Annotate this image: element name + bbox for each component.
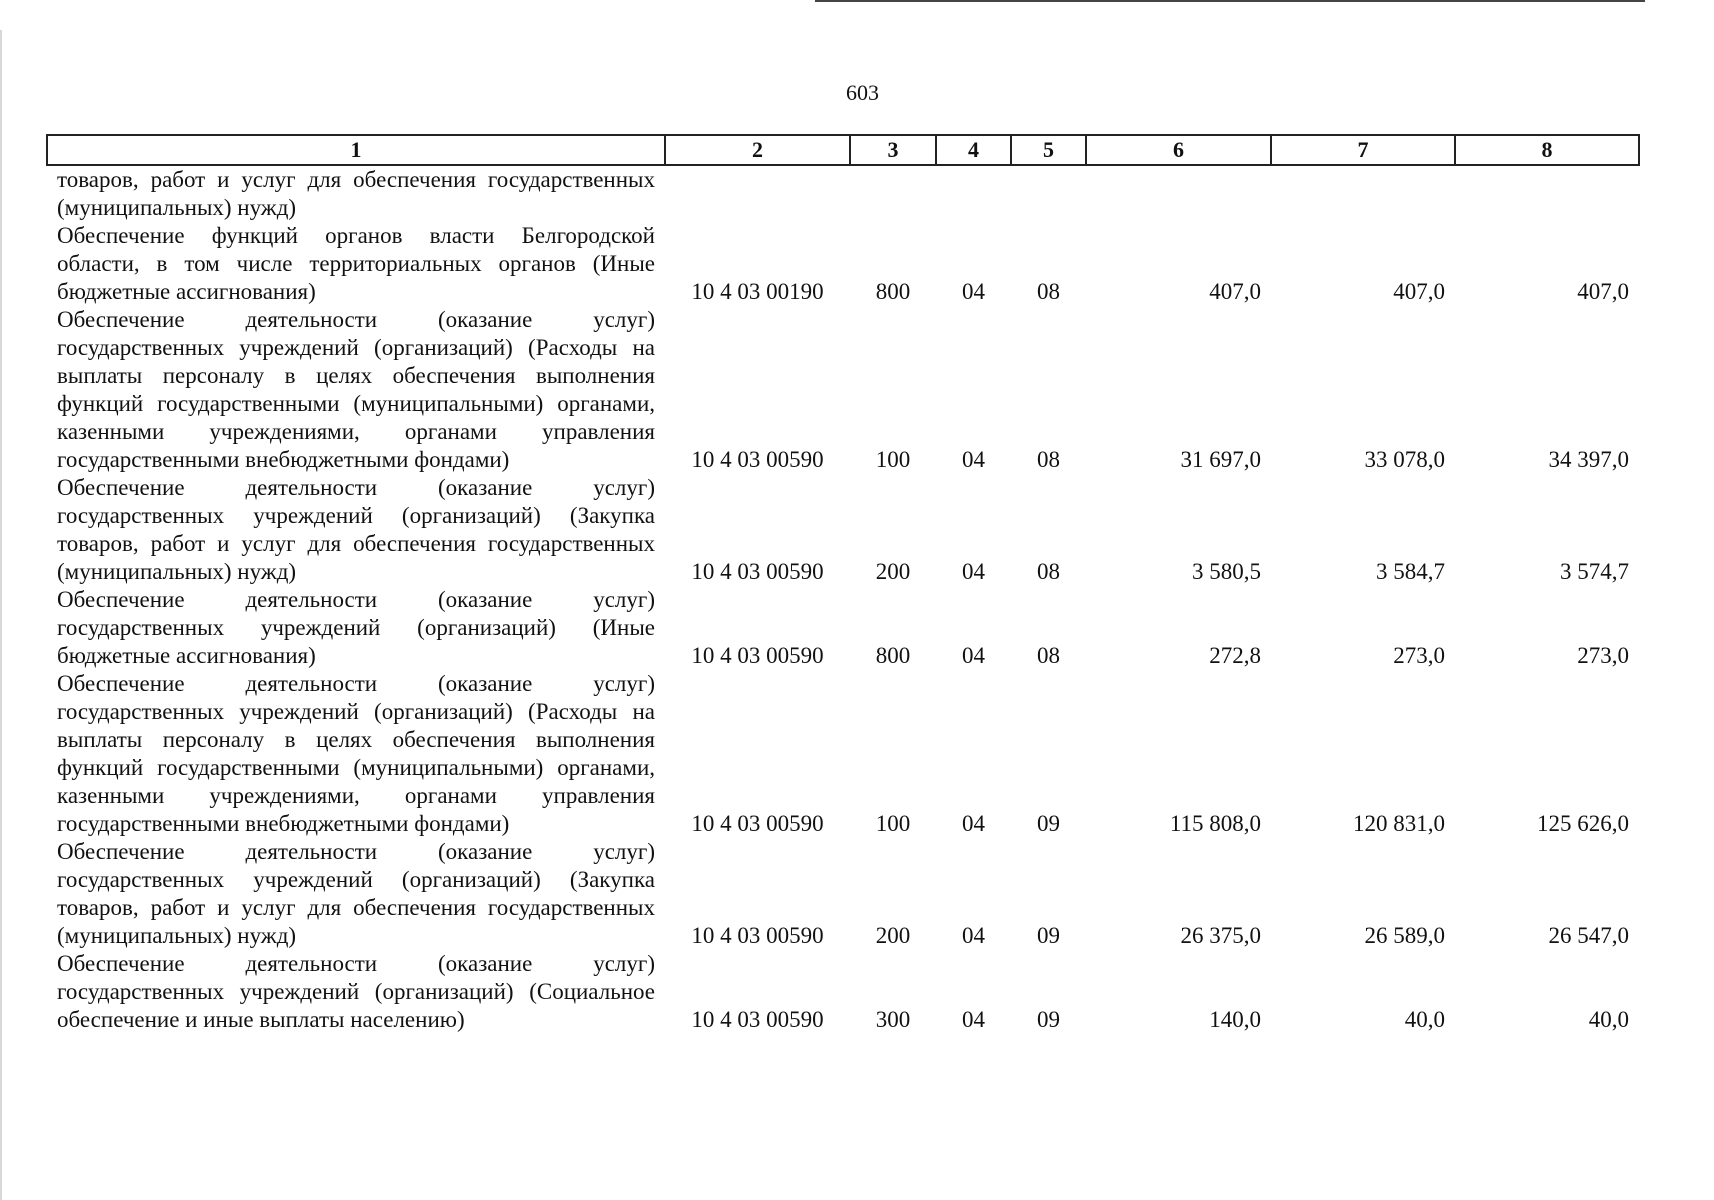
row-subsection: 09 bbox=[1037, 811, 1060, 836]
row-subsection bbox=[1011, 165, 1086, 222]
row-section: 04 bbox=[962, 279, 985, 304]
row-code: 10 4 03 00190 bbox=[691, 279, 824, 304]
table-row bbox=[47, 474, 1639, 586]
scan-left-edge bbox=[0, 30, 2, 1200]
row-expense-type: 800 bbox=[875, 279, 911, 304]
table-row bbox=[47, 838, 1639, 950]
row-description: Обеспечение деятельности (оказание услуг) государственных учреждений (организаций) (Иные бюджетные ассигнования) bbox=[57, 587, 655, 668]
col-header-3: 3 bbox=[850, 135, 936, 165]
row-subsection: 09 bbox=[1037, 1007, 1060, 1032]
row-expense-type: 100 bbox=[875, 811, 911, 836]
row-code: 10 4 03 00590 bbox=[691, 559, 824, 584]
table-row bbox=[47, 165, 1639, 222]
page-number: 603 bbox=[846, 80, 879, 105]
row-value-8 bbox=[1455, 165, 1639, 222]
col-header-2: 2 bbox=[665, 135, 850, 165]
row-description: Обеспечение деятельности (оказание услуг) государственных учреждений (организаций) (Закупка товаров, работ и услуг для обеспечения государственных (муниципальных) нужд) bbox=[57, 839, 655, 948]
row-code: 10 4 03 00590 bbox=[691, 447, 824, 472]
row-value-7: 3 584,7 bbox=[1376, 559, 1445, 584]
row-section: 04 bbox=[962, 447, 985, 472]
row-value-8: 26 547,0 bbox=[1548, 923, 1629, 948]
row-value-7: 120 831,0 bbox=[1353, 811, 1445, 836]
row-description: Обеспечение деятельности (оказание услуг) государственных учреждений (организаций) (Социальное обеспечение и иные выплаты населению) bbox=[57, 951, 655, 1032]
row-section: 04 bbox=[962, 923, 985, 948]
row-expense-type: 300 bbox=[875, 1007, 911, 1032]
row-expense-type: 200 bbox=[875, 923, 911, 948]
row-subsection: 08 bbox=[1037, 643, 1060, 668]
row-value-7: 273,0 bbox=[1393, 643, 1445, 668]
row-subsection: 08 bbox=[1037, 447, 1060, 472]
row-value-8: 34 397,0 bbox=[1548, 447, 1629, 472]
col-header-6: 6 bbox=[1086, 135, 1271, 165]
row-value-7: 40,0 bbox=[1404, 1007, 1445, 1032]
row-expense-type bbox=[850, 165, 936, 222]
table-row bbox=[47, 586, 1639, 670]
row-code: 10 4 03 00590 bbox=[691, 923, 824, 948]
row-value-6: 26 375,0 bbox=[1180, 923, 1261, 948]
table-row bbox=[47, 670, 1639, 838]
row-code: 10 4 03 00590 bbox=[691, 1007, 824, 1032]
col-header-4: 4 bbox=[936, 135, 1011, 165]
row-section: 04 bbox=[962, 559, 985, 584]
row-value-8: 125 626,0 bbox=[1537, 811, 1629, 836]
row-value-6: 407,0 bbox=[1209, 279, 1261, 304]
table-row bbox=[47, 222, 1639, 306]
row-value-6: 140,0 bbox=[1209, 1007, 1261, 1032]
row-section: 04 bbox=[962, 1007, 985, 1032]
scan-top-rule bbox=[815, 0, 1645, 2]
row-subsection: 08 bbox=[1037, 279, 1060, 304]
row-value-7: 407,0 bbox=[1393, 279, 1445, 304]
table-row bbox=[47, 306, 1639, 474]
row-value-6: 3 580,5 bbox=[1192, 559, 1261, 584]
row-value-6: 31 697,0 bbox=[1180, 447, 1261, 472]
row-description: Обеспечение деятельности (оказание услуг) государственных учреждений (организаций) (Расходы на выплаты персоналу в целях обеспечения выполнения функций государственными (муниципальными) органами, казенными учреждениями, органами управления государственными внебюджетными фондами) bbox=[57, 671, 655, 836]
row-code: 10 4 03 00590 bbox=[691, 643, 824, 668]
row-value-8: 40,0 bbox=[1588, 1007, 1629, 1032]
row-description: Обеспечение деятельности (оказание услуг) государственных учреждений (организаций) (Закупка товаров, работ и услуг для обеспечения государственных (муниципальных) нужд) bbox=[57, 475, 655, 584]
row-section bbox=[936, 165, 1011, 222]
row-expense-type: 200 bbox=[875, 559, 911, 584]
row-expense-type: 100 bbox=[875, 447, 911, 472]
row-value-7: 26 589,0 bbox=[1364, 923, 1445, 948]
row-code: 10 4 03 00590 bbox=[691, 811, 824, 836]
budget-table bbox=[46, 134, 1640, 1034]
col-header-1: 1 bbox=[47, 135, 665, 165]
row-value-6: 115 808,0 bbox=[1169, 811, 1261, 836]
col-header-7: 7 bbox=[1271, 135, 1455, 165]
row-section: 04 bbox=[962, 643, 985, 668]
row-description: Обеспечение деятельности (оказание услуг) государственных учреждений (организаций) (Расходы на выплаты персоналу в целях обеспечения выполнения функций государственными (муниципальными) органами, казенными учреждениями, органами управления государственными внебюджетными фондами) bbox=[57, 307, 655, 472]
row-description: Обеспечение функций органов власти Белгородской области, в том числе территориальных органов (Иные бюджетные ассигнования) bbox=[57, 223, 655, 304]
row-code bbox=[665, 165, 850, 222]
table-row bbox=[47, 950, 1639, 1034]
row-value-6 bbox=[1086, 165, 1271, 222]
row-value-8: 3 574,7 bbox=[1560, 559, 1629, 584]
header-row bbox=[47, 135, 1639, 165]
row-value-6: 272,8 bbox=[1209, 643, 1261, 668]
row-section: 04 bbox=[962, 811, 985, 836]
row-description: товаров, работ и услуг для обеспечения государственных (муниципальных) нужд) bbox=[57, 167, 655, 220]
row-value-8: 407,0 bbox=[1577, 279, 1629, 304]
col-header-5: 5 bbox=[1011, 135, 1086, 165]
row-value-8: 273,0 bbox=[1577, 643, 1629, 668]
row-subsection: 08 bbox=[1037, 559, 1060, 584]
row-value-7: 33 078,0 bbox=[1364, 447, 1445, 472]
row-value-7 bbox=[1271, 165, 1455, 222]
row-subsection: 09 bbox=[1037, 923, 1060, 948]
row-expense-type: 800 bbox=[875, 643, 911, 668]
col-header-8: 8 bbox=[1455, 135, 1639, 165]
